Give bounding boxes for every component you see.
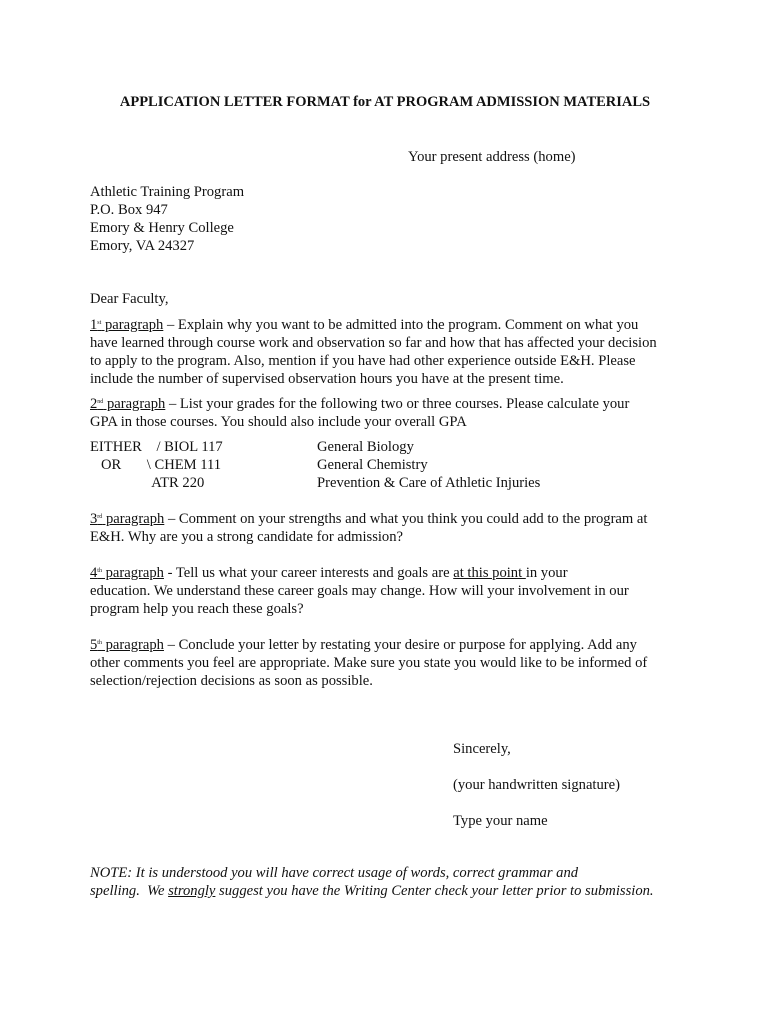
- paragraph-1-label: 1st paragraph: [90, 317, 164, 333]
- sender-address: Your present address (home): [408, 149, 576, 165]
- paragraph-4-label: 4th paragraph: [90, 565, 164, 581]
- emphasis-underline: at this point: [453, 565, 526, 581]
- emphasis-underline: strongly: [168, 883, 216, 899]
- paragraph-2: 2nd paragraph – List your grades for the following two or three courses. Please calculate your GPA in those courses. You should also include your overall GPA: [90, 396, 630, 430]
- course-name: General Chemistry: [317, 457, 428, 473]
- course-code: OR \ CHEM 111: [90, 457, 222, 473]
- salutation: Dear Faculty,: [90, 291, 169, 307]
- course-code: ATR 220: [90, 475, 205, 491]
- paragraph-1: 1st paragraph – Explain why you want to be admitted into the program. Comment on what you have learned through course work and observation so far and how that has affected your decision to apply to the program. Also, mention if you have had other experience outside E&H. Please include the number of supervised observation hours you have at the present time.: [90, 317, 657, 387]
- paragraph-2-label: 2nd paragraph: [90, 396, 166, 412]
- recipient-line: Athletic Training Program: [90, 184, 245, 200]
- recipient-address: [90, 183, 690, 255]
- paragraph-5-label: 5th paragraph: [90, 637, 164, 653]
- note: NOTE: It is understood you will have correct usage of words, correct grammar and spelling. We strongly suggest you have the Writing Center check your letter prior to submission.: [90, 865, 654, 899]
- paragraph-3-label: 3rd paragraph: [90, 511, 165, 527]
- recipient-line: Emory, VA 24327: [90, 238, 195, 254]
- paragraph-3: 3rd paragraph – Comment on your strengths and what you think you could add to the program at E&H. Why are you a strong candidate for admission?: [90, 511, 648, 545]
- paragraph-4: 4th paragraph - Tell us what your career interests and goals are at this point in your education. We understand these career goals may change. How will your involvement in our program help you reach these goals?: [90, 565, 629, 617]
- closing: Sincerely,: [453, 741, 511, 757]
- course-code: EITHER / BIOL 117: [90, 439, 223, 455]
- course-name: General Biology: [317, 439, 414, 455]
- typed-name: Type your name: [453, 813, 548, 829]
- recipient-line: P.O. Box 947: [90, 202, 168, 218]
- course-name: Prevention & Care of Athletic Injuries: [317, 475, 541, 491]
- page-title: APPLICATION LETTER FORMAT for AT PROGRAM ADMISSION MATERIALS: [119, 94, 651, 110]
- paragraph-5: 5th paragraph – Conclude your letter by restating your desire or purpose for applying. Add any other comments you feel are appropriate. Make sure you state you would like to be informed of selection/rejection decisions as soon as possible.: [90, 637, 648, 689]
- recipient-line: Emory & Henry College: [90, 220, 234, 236]
- signature-placeholder: (your handwritten signature): [453, 777, 620, 793]
